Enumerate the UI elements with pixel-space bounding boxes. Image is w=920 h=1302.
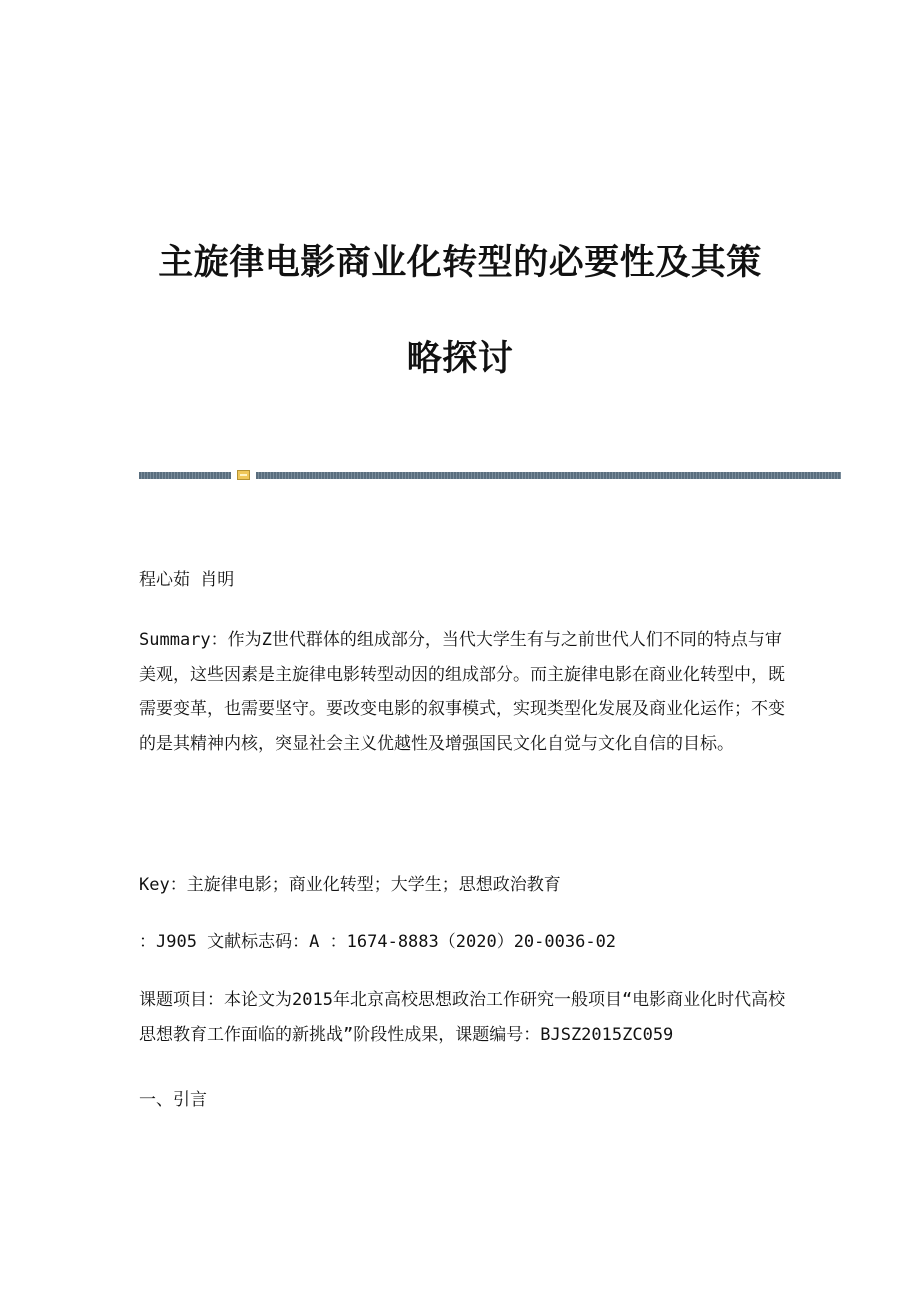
project-note: 课题项目：本论文为2015年北京高校思想政治工作研究一般项目“电影商业化时代高校思想教育工作面临的新挑战”阶段性成果，课题编号：BJSZ2015ZC059	[139, 990, 786, 1045]
classification-codes: ：J905 文献标志码：A ：1674-8883（2020）20-0036-02	[139, 932, 617, 952]
divider-bar-right	[256, 472, 841, 479]
article-title-line-2: 略探讨	[406, 338, 514, 380]
article-title-line-1: 主旋律电影商业化转型的必要性及其策	[158, 242, 762, 284]
summary-paragraph: Summary：作为Z世代群体的组成部分，当代大学生有与之前世代人们不同的特点与审美观，这些因素是主旋律电影转型动因的组成部分。而主旋律电影在商业化转型中，既需要变革，也需要坚守。要改变电影的叙事模式，实现类型化发展及商业化运作；不变的是其精神内核，突显社会主义优越性及增强国民文化自觉与文化自信的目标。	[139, 630, 785, 754]
authors: 程心茹 肖明	[139, 570, 235, 590]
section-heading-introduction: 一、引言	[139, 1090, 207, 1110]
divider-ornament-icon	[237, 470, 250, 480]
title-divider	[139, 470, 841, 481]
divider-bar-left	[139, 472, 231, 479]
keywords: Key：主旋律电影；商业化转型；大学生；思想政治教育	[139, 875, 561, 895]
